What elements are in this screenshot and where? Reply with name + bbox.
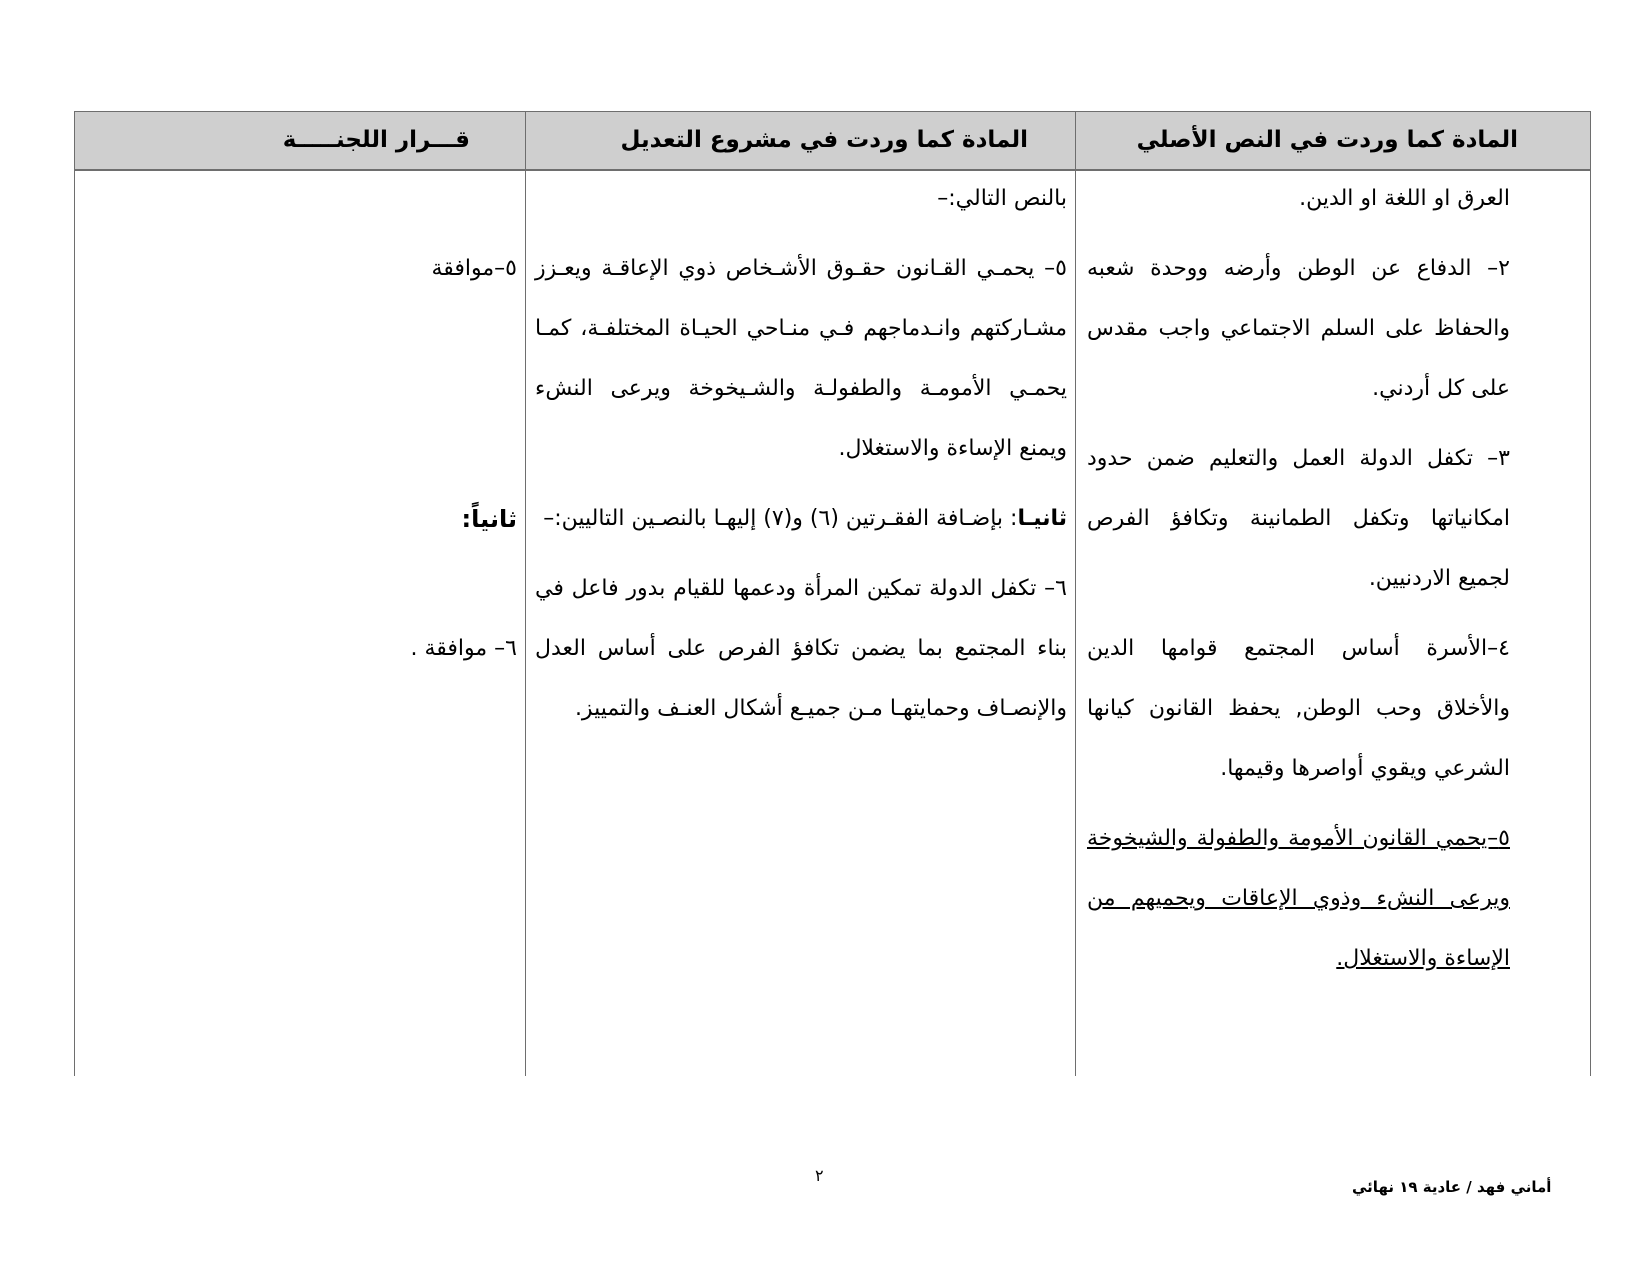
decision-item-6: ٦– موافقة .: [410, 636, 517, 661]
decision-second-label: ثانياً:: [461, 505, 517, 533]
page-number: ٢: [815, 1166, 824, 1185]
footer-note: أماني فهد / عادية ١٩ نهائي: [1352, 1178, 1552, 1196]
original-item-3: ٣– تكفل الدولة العمل والتعليم ضمن حدود امكانياتها وتكفل الطمانينة وتكافؤ الفرص لجميع الاردنيين.: [1087, 446, 1510, 591]
amendment-item-5: ٥– يحمـي القـانون حقـوق الأشـخاص ذوي الإعاقـة ويعـزز مشـاركتهم وانـدماجهم فـي منـاحي الحيـاة المختلفـة، كمـا يحمـي الأمومـة والطفولـة والشـيخوخة ويرعى النشء ويمنع الإساءة والاستغلال.: [535, 256, 1067, 461]
original-item-2: ٢– الدفاع عن الوطن وأرضه ووحدة شعبه والحفاظ على السلم الاجتماعي واجب مقدس على كل أردني.: [1087, 256, 1510, 401]
amendment-second-paragraph: [535, 489, 1067, 549]
amendment-text-column: [535, 169, 1067, 739]
table-header-row: [75, 112, 1590, 171]
amendment-line-0: بالنص التالي:–: [937, 186, 1067, 211]
original-text-column: [1087, 169, 1510, 989]
amendment-item-6: ٦– تكفل الدولة تمكين المرأة ودعمها للقيام بدور فاعل في بناء المجتمع بما يضمن تكافؤ الفرص على أساس العدل والإنصـاف وحمايتهـا مـن جميـع أشكال العنـف والتمييز.: [535, 576, 1067, 721]
column-divider: [1075, 112, 1076, 1076]
header-amendment-text: المادة كما وردت في مشروع التعديل: [620, 127, 1028, 153]
decision-column: [85, 169, 517, 679]
header-committee-decision: قـــرار اللجنـــــة: [282, 127, 470, 153]
amendment-comparison-table: [74, 111, 1591, 1076]
amendment-second-label: ثانيـا: [1017, 506, 1067, 531]
original-item-4: ٤–الأسرة أساس المجتمع قوامها الدين والأخلاق وحب الوطن, يحفظ القانون كيانها الشرعي ويقوي أواصرها وقيمها.: [1087, 636, 1510, 781]
column-divider: [525, 112, 526, 1076]
decision-item-5: ٥–موافقة: [431, 256, 517, 281]
original-line-0: العرق او اللغة او الدين.: [1299, 186, 1510, 211]
header-original-text: المادة كما وردت في النص الأصلي: [1136, 127, 1518, 153]
amendment-second-text: : بإضـافة الفقـرتين (٦) و(٧) إليهـا بالنصـين التاليين:–: [543, 506, 1018, 531]
original-item-5: ٥–يحمي القانون الأمومة والطفولة والشيخوخة ويرعى النشء وذوي الإعاقات ويحميهم من الإساءة والاستغلال.: [1087, 826, 1510, 971]
